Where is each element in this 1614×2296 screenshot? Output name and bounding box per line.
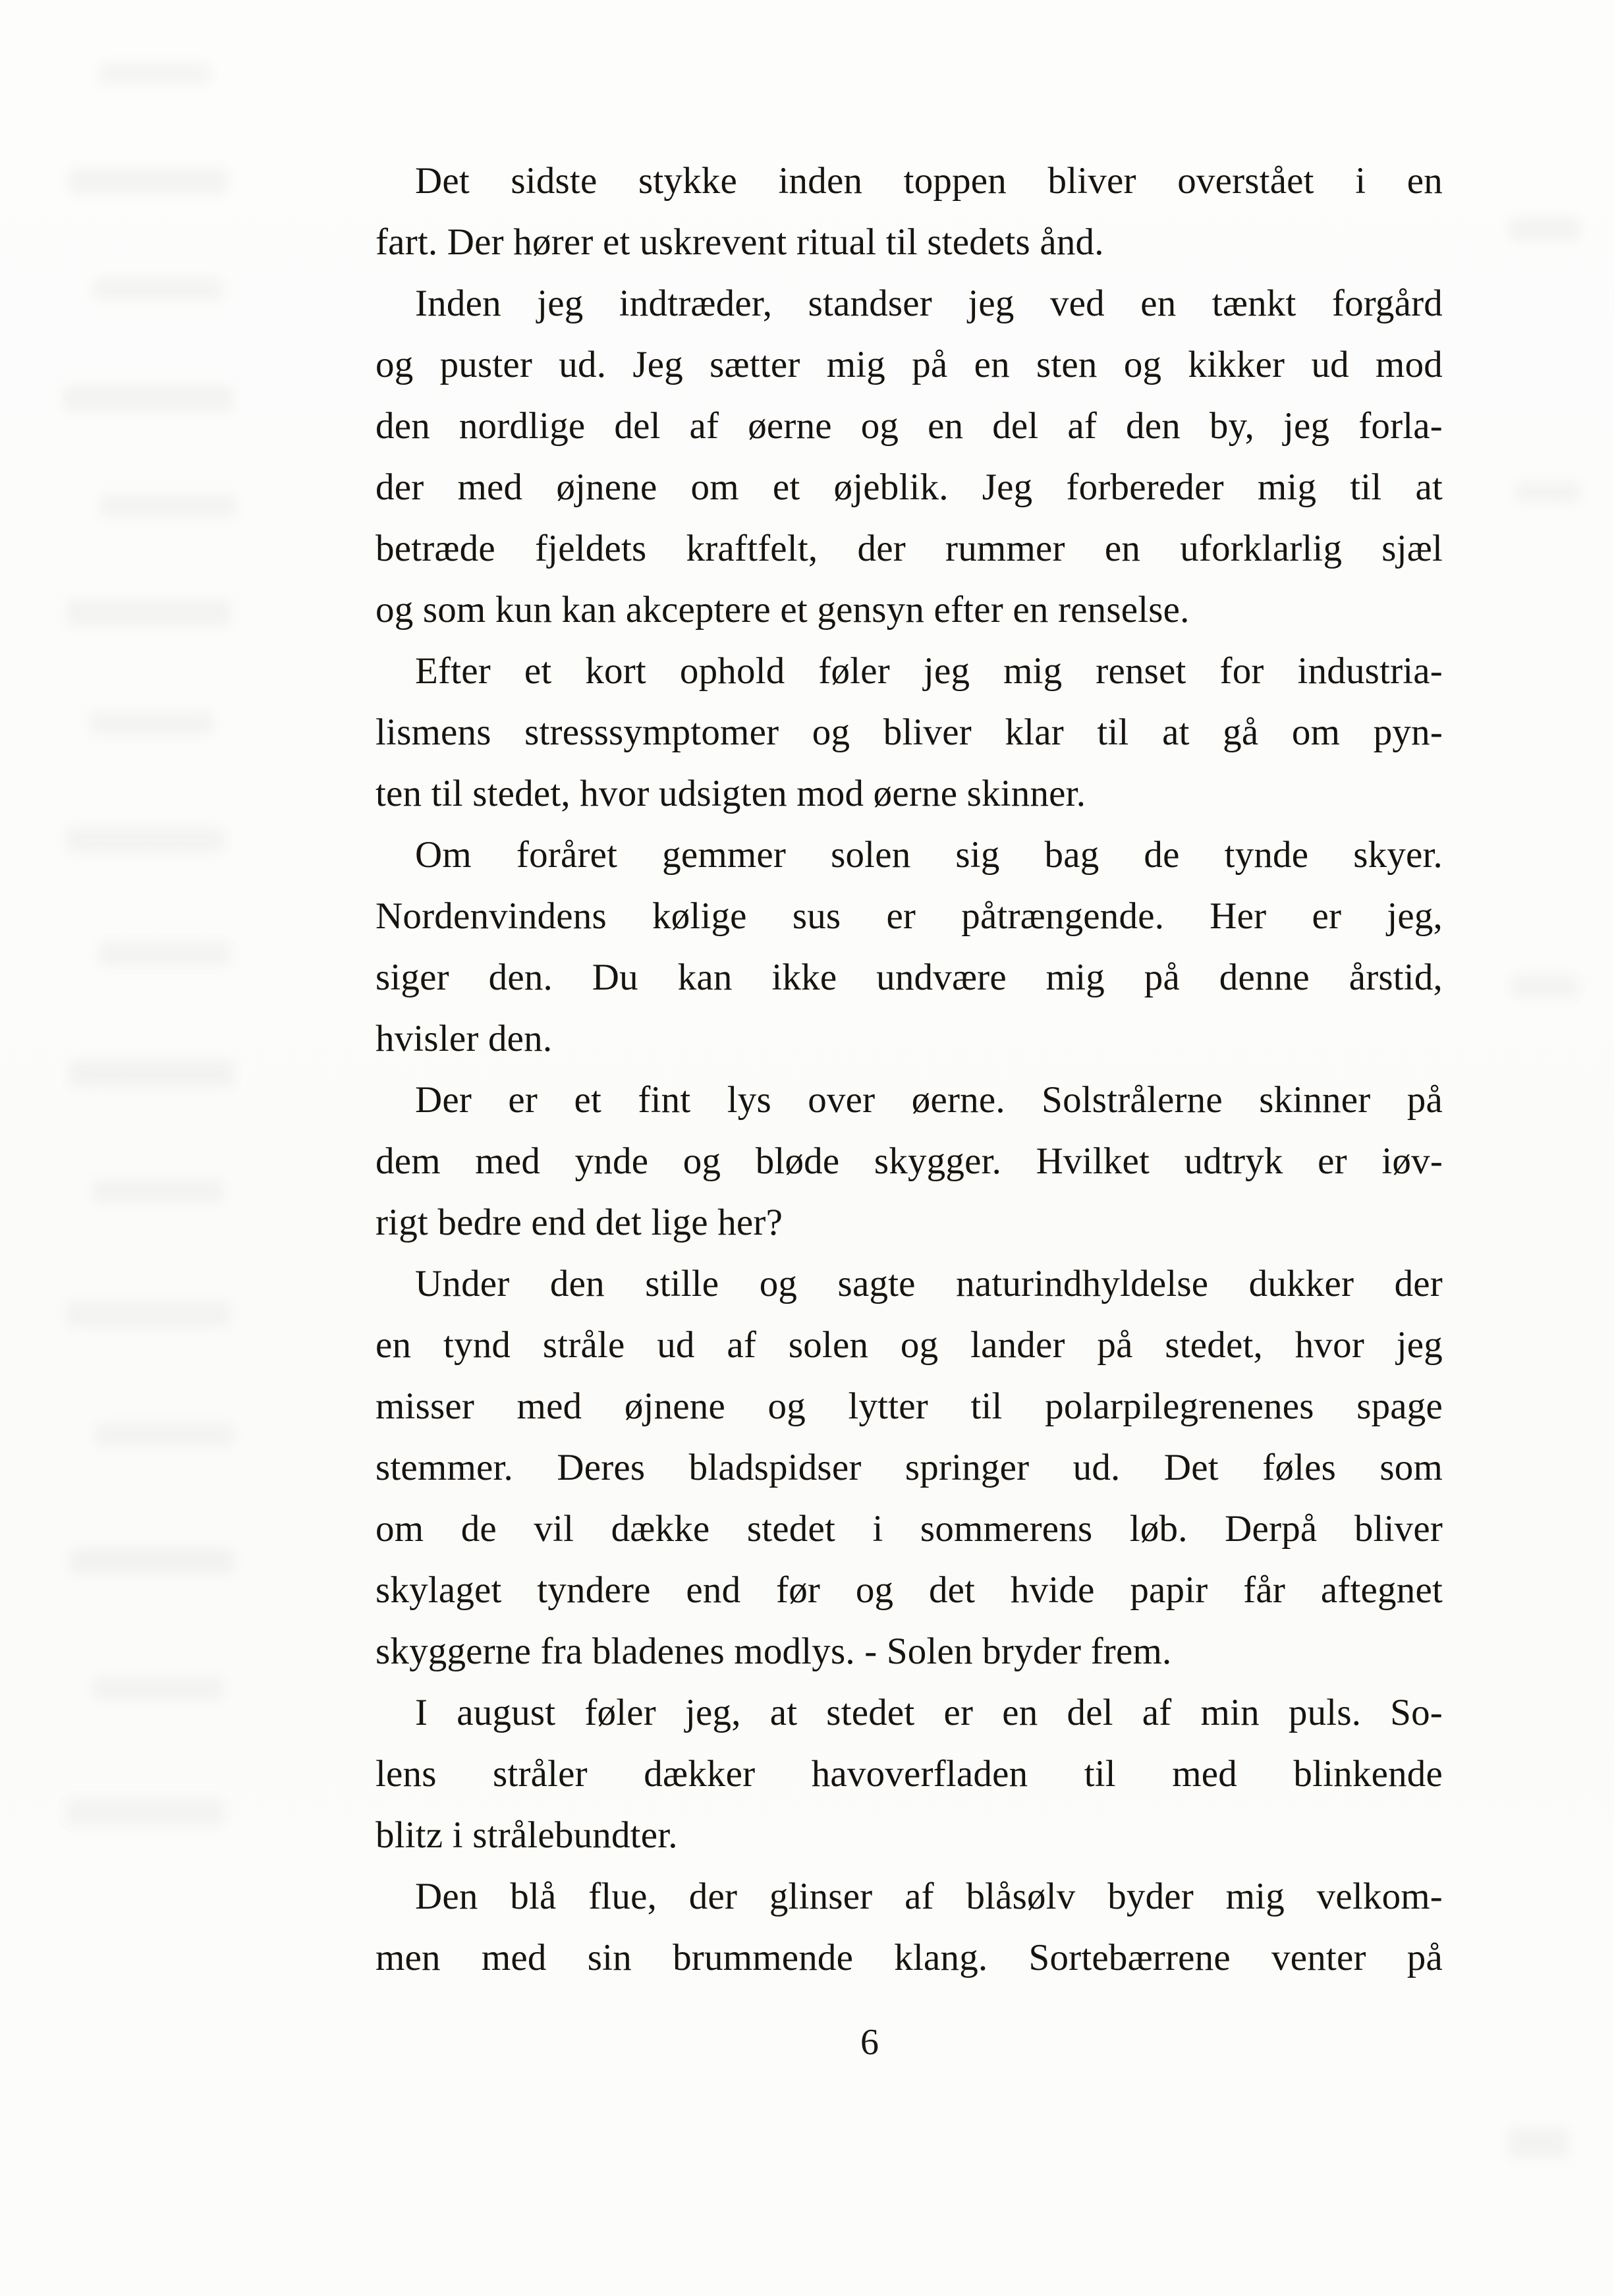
bleed-through-smudge <box>1509 2128 1568 2158</box>
text-line: en tynd stråle ud af solen og lander på stedet, hvor jeg <box>376 1324 1443 1366</box>
text-line: lens stråler dækker havoverfladen til med blinkende <box>376 1753 1443 1795</box>
text-line: dem med ynde og bløde skygger. Hvilket udtryk er iøv- <box>376 1140 1443 1182</box>
text-line: siger den. Du kan ikke undvære mig på denne årstid, <box>376 957 1443 998</box>
bleed-through-smudge <box>99 494 237 518</box>
text-line: og puster ud. Jeg sætter mig på en sten og kikker ud mod <box>376 344 1443 385</box>
text-line: skylaget tyndere end før og det hvide papir får aftegnet <box>376 1569 1443 1611</box>
text-line: Efter et kort ophold føler jeg mig renset for industria- <box>415 650 1443 692</box>
bleed-through-smudge <box>92 1677 224 1700</box>
text-line: Der er et fint lys over øerne. Solstrålerne skinner på <box>415 1079 1443 1121</box>
bleed-through-smudge <box>89 712 214 735</box>
text-line: misser med øjnene og lytter til polarpilegrenenes spage <box>376 1386 1443 1427</box>
bleed-through-smudge <box>66 600 231 626</box>
text-line: ten til stedet, hvor udsigten mod øerne skinner. <box>376 773 1086 814</box>
bleed-through-smudge <box>96 1423 234 1447</box>
bleed-through-smudge <box>92 277 224 302</box>
text-line: I august føler jeg, at stedet er en del af min puls. So- <box>415 1692 1443 1733</box>
bleed-through-smudge <box>1512 975 1578 997</box>
text-line: Om foråret gemmer solen sig bag de tynde skyer. <box>415 834 1443 876</box>
page-number: 6 <box>860 2022 879 2063</box>
text-line: og som kun kan akceptere et gensyn efter en renselse. <box>376 589 1190 630</box>
text-line: rigt bedre end det lige her? <box>376 1202 783 1243</box>
bleed-through-smudge <box>92 1179 224 1203</box>
bleed-through-smudge <box>66 1799 224 1825</box>
text-line: hvisler den. <box>376 1018 553 1059</box>
bleed-through-smudge <box>69 1548 234 1575</box>
bleed-through-smudge <box>69 1061 234 1087</box>
text-line: blitz i strålebundter. <box>376 1814 678 1856</box>
bleed-through-smudge <box>99 942 231 966</box>
text-line: fart. Der hører et uskrevent ritual til stedets ånd. <box>376 221 1104 263</box>
bleed-through-smudge <box>66 1301 231 1328</box>
text-line: Nordenvindens kølige sus er påtrængende. Her er jeg, <box>376 895 1443 937</box>
text-line: betræde fjeldets kraftfelt, der rummer en uforklarlig sjæl <box>376 528 1443 569</box>
bleed-through-smudge <box>1515 481 1581 503</box>
text-line: men med sin brummende klang. Sortebærrene venter på <box>376 1937 1443 1978</box>
text-line: lismens stresssymptomer og bliver klar til at gå om pyn- <box>376 712 1443 753</box>
text-line: stemmer. Deres bladspidser springer ud. Det føles som <box>376 1447 1443 1488</box>
text-line: skyggerne fra bladenes modlys. - Solen bryder frem. <box>376 1631 1172 1672</box>
text-line: Under den stille og sagte naturindhyldelse dukker der <box>415 1263 1443 1304</box>
text-line: Den blå flue, der glinser af blåsølv byder mig velkom- <box>415 1876 1443 1917</box>
text-line: der med øjnene om et øjeblik. Jeg forbereder mig til at <box>376 466 1443 508</box>
bleed-through-smudge <box>1509 217 1581 241</box>
bleed-through-smudge <box>63 385 234 412</box>
bleed-through-smudge <box>66 827 224 853</box>
bleed-through-smudge <box>99 63 211 85</box>
body-text <box>376 150 1443 1988</box>
bleed-through-smudge <box>69 168 227 194</box>
text-line: om de vil dække stedet i sommerens løb. Derpå bliver <box>376 1508 1443 1550</box>
text-line: den nordlige del af øerne og en del af den by, jeg forla- <box>376 405 1443 447</box>
text-line: Det sidste stykke inden toppen bliver overstået i en <box>415 160 1443 202</box>
text-line: Inden jeg indtræder, standser jeg ved en tænkt forgård <box>415 283 1443 324</box>
